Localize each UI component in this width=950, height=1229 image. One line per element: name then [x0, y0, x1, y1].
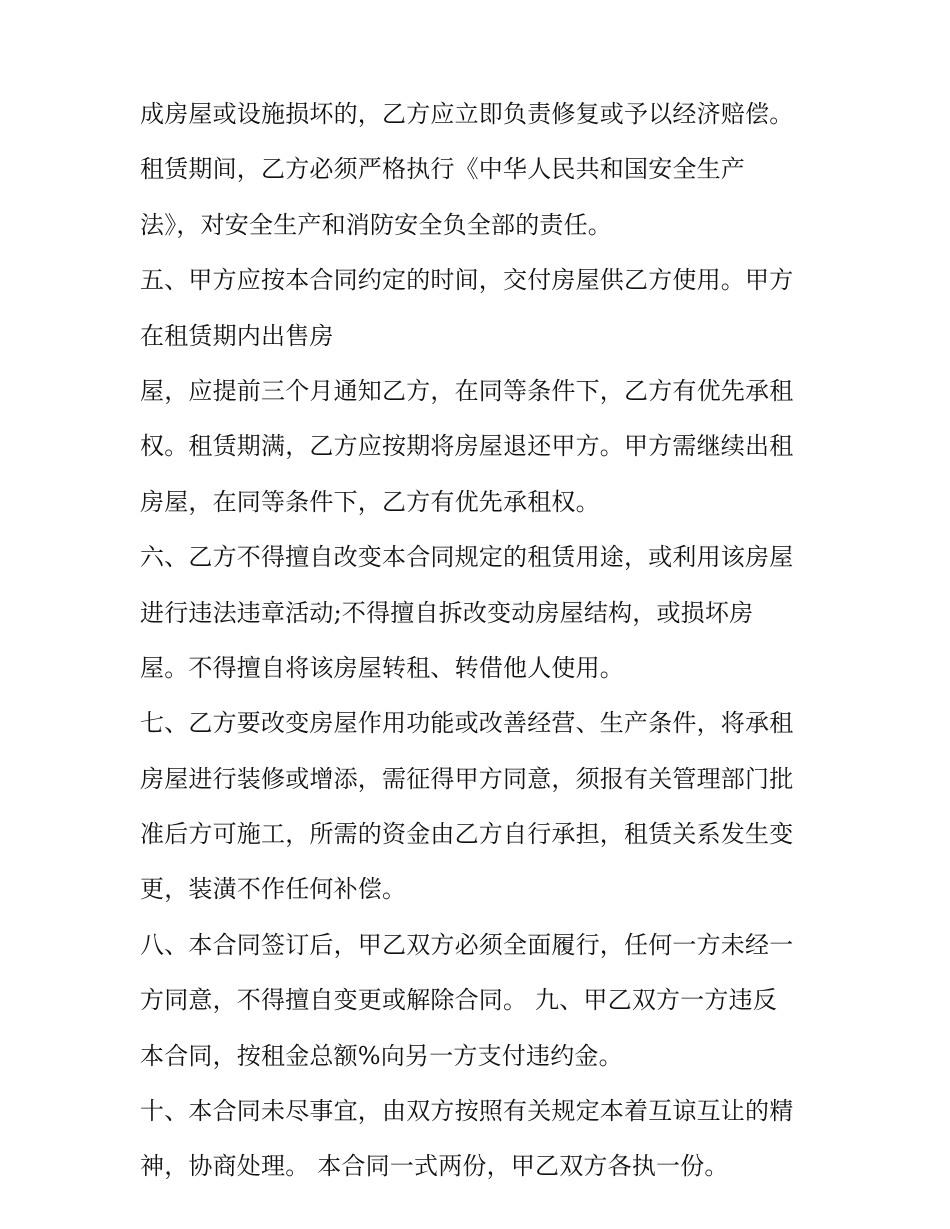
text-line: 十、本合同未尽事宜，由双方按照有关规定本着互谅互让的精 [140, 1097, 794, 1126]
text-line: 法》，对安全生产和消防安全负全部的责任。 [140, 210, 612, 239]
text-line: 五、甲方应按本合同约定的时间，交付房屋供乙方使用。甲方 [140, 266, 794, 295]
text-line: 屋，应提前三个月通知乙方，在同等条件下，乙方有优先承租 [140, 376, 794, 405]
text-line: 八、本合同签订后，甲乙双方必须全面履行，任何一方未经一 [140, 930, 794, 959]
text-line: 屋。不得擅自将该房屋转租、转借他人使用。 [140, 653, 624, 682]
text-line: 成房屋或设施损坏的，乙方应立即负责修复或予以经济赔偿。 [140, 100, 794, 128]
contract-body-text [140, 100, 840, 1208]
text-line: 七、乙方要改变房屋作用功能或改善经营、生产条件，将承租 [140, 709, 794, 738]
text-line: 更，装潢不作任何补偿。 [140, 875, 407, 904]
text-line: 六、乙方不得擅自改变本合同规定的租赁用途，或利用该房屋 [140, 543, 794, 572]
text-line: 权。租赁期满，乙方应按期将房屋退还甲方。甲方需继续出租 [140, 432, 794, 461]
text-line: 在租赁期内出售房 [140, 321, 334, 350]
text-line: 准后方可施工，所需的资金由乙方自行承担，租赁关系发生变 [140, 820, 794, 849]
text-line: 神，协商处理。 本合同一式两份，甲乙双方各执一份。 [140, 1152, 729, 1181]
text-line: 房屋进行装修或增添，需征得甲方同意，须报有关管理部门批 [140, 764, 794, 793]
text-line: 房屋，在同等条件下，乙方有优先承租权。 [140, 487, 600, 516]
text-line: 本合同，按租金总额%向另一方支付违约金。 [140, 1041, 623, 1070]
text-line: 租赁期间，乙方必须严格执行《中华人民共和国安全生产 [140, 155, 745, 184]
text-line: 进行违法违章活动;不得擅自拆改变动房屋结构，或损坏房 [140, 598, 754, 627]
text-line: 方同意，不得擅自变更或解除合同。 九、甲乙双方一方违反 [140, 986, 778, 1015]
